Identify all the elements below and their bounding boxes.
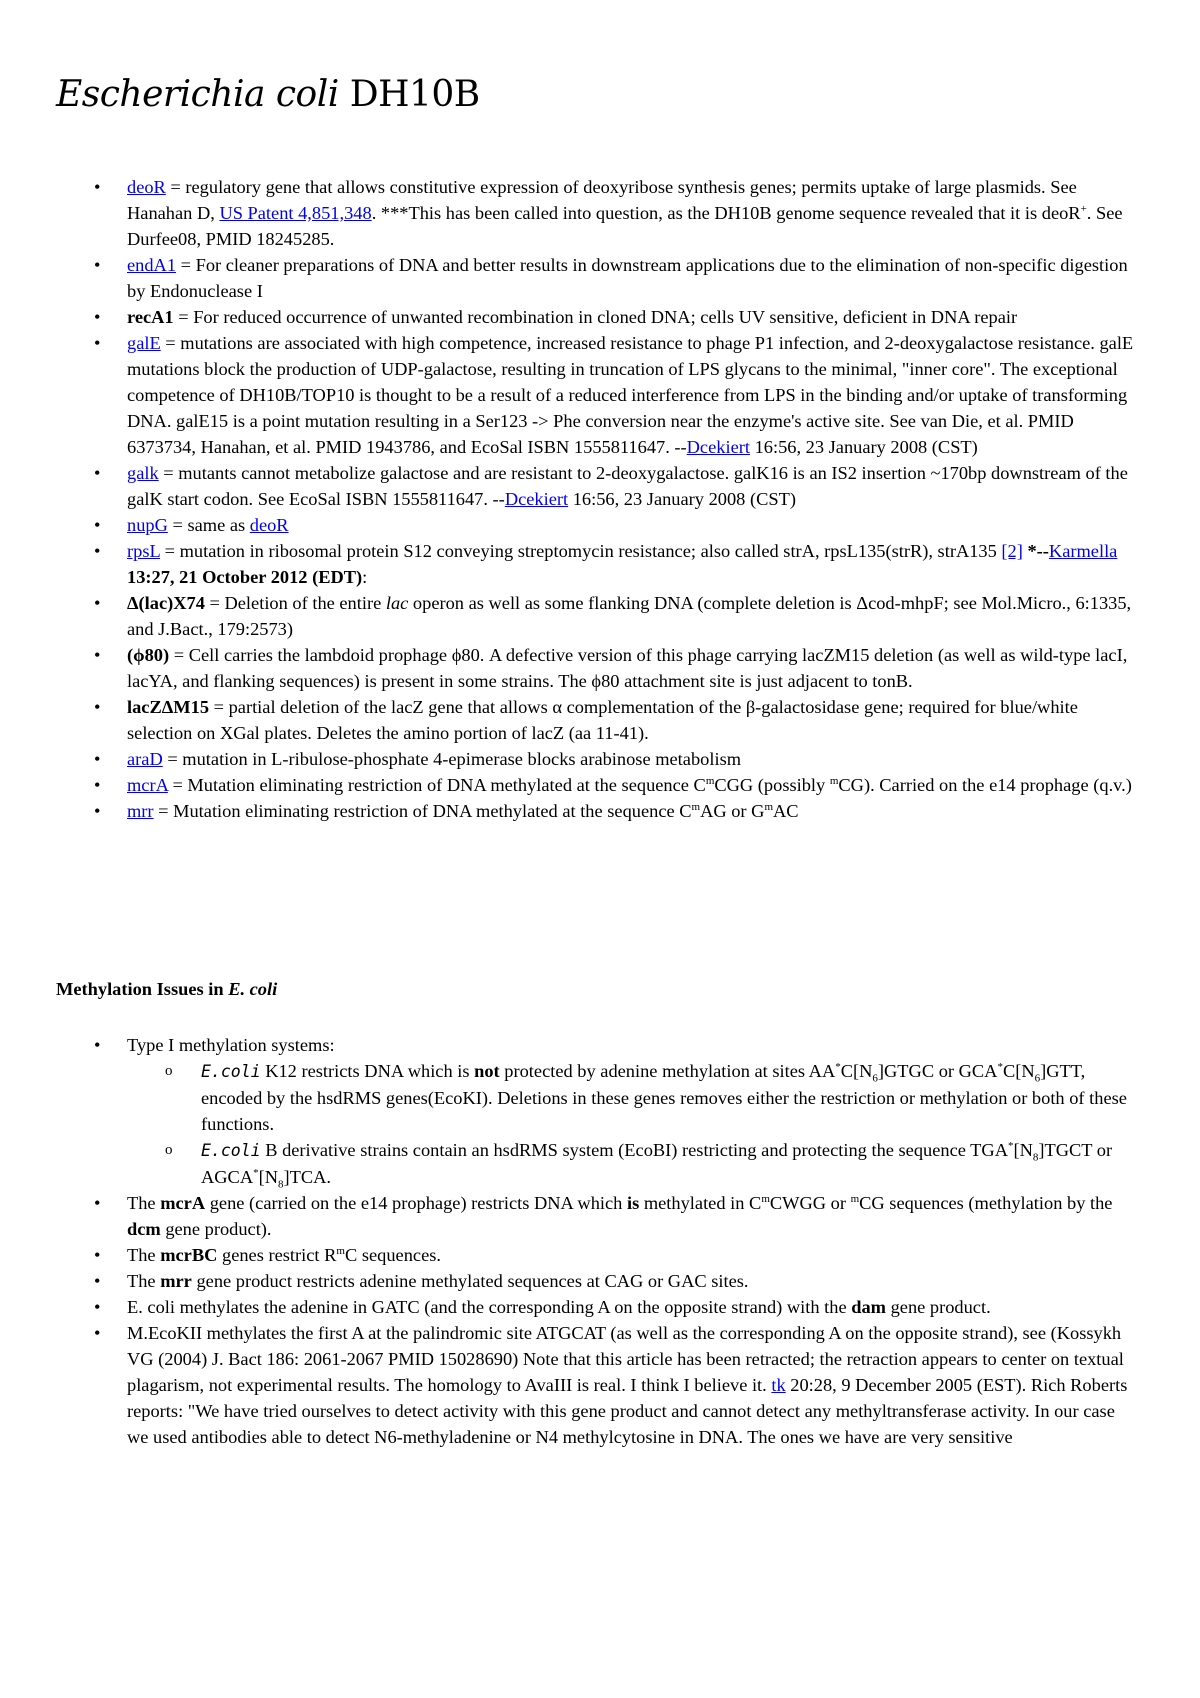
list-item-mrr: • mrr = Mutation eliminating restriction of DNA methylated at the sequence $C^mAG$ or $G^mAC$ [0,798,1200,824]
list-item-recA1: • recA1 = For reduced occurrence of unwanted recombination in cloned DNA; cells UV sensitive, deficient in DNA repair [0,304,1200,330]
list-item-ecokii: • M.EcoKII methylates the first A at the palindromic site ATGCAT (as well as the corresponding A on the opposite strand), see (Kossykh VG (2004) J. Bact 186: 2061-2067 PMID 15028690) Note that this article has been retracted; the retraction appears to center on textual plagarism, not experimental results. The homology to AvaIII is real. I think I believe it. tk 20:28, 9 December 2005 (EST). Rich Roberts reports: "We have tried ourselves to detect activity with this gene product and cannot detect any methyltransferase activity. In our case we used antibodies able to detect N6-methyladenine or N4 methylcytosine in DNA. The ones we have are very sensitive [0,1320,1200,1450]
link-araD[interactable]: araD [127,749,163,769]
list-item-phi80: • (ϕ80) = Cell carries the lambdoid prophage ϕ80. A defective version of this phage carrying lacZM15 deletion (as well as wild-type lacI, lacYA, and flanking sequences) is present in some strains. The ϕ80 attachment site is just adjacent to tonB. [0,642,1200,694]
list-item-endA1: • endA1 = For cleaner preparations of DNA and better results in downstream applications due to the elimination of non-specific digestion by Endonuclease I [0,252,1200,304]
list-item-dam: • E. coli methylates the adenine in GATC (and the corresponding A on the opposite strand) with the dam gene product. [0,1294,1200,1320]
list-item-mrr-methylation: • The mrr gene product restricts adenine methylated sequences at CAG or GAC sites. [0,1268,1200,1294]
list-item-type1: • Type I methylation systems: o E.coli K12 restricts DNA which is not protected by adenine methylation at sites $AA^*C[N_6]GTGC$ or $GCA^*C[N_6]GTT$, encoded by the hsdRMS genes(EcoKI). Deletions in these genes removes either the restriction or methylation or both of these functions. o E.coli B derivative strains contain an hsdRMS system (EcoBI) restricting and protecting the sequence $TGA^*[N_8]TGCT$ or $AGCA^*[N_8]TCA$. [0,1032,1200,1190]
gene-list [0,174,1200,824]
sublist-item-b-strain: o E.coli B derivative strains contain an hsdRMS system (EcoBI) restricting and protecting the sequence $TGA^*[N_8]TGCT$ or $AGCA^*[N_8]TCA$. [127,1137,1138,1190]
list-item-rpsL: • rpsL = mutation in ribosomal protein S12 conveying streptomycin resistance; also called strA, rpsL135(strR), strA135 [2] *--Karmella 13:27, 21 October 2012 (EDT): [0,538,1200,590]
link-us-patent[interactable]: US Patent 4,851,348 [219,203,372,223]
link-mrr[interactable]: mrr [127,801,154,821]
link-deoR[interactable]: deoR [127,177,166,197]
list-item-mcrA-methylation: • The mcrA gene (carried on the e14 prophage) restricts DNA which is methylated in $C^mCWGG$ or $^m$CG sequences (methylation by the dcm gene product). [0,1190,1200,1242]
list-item-lacZ: • lacZΔM15 = partial deletion of the lacZ gene that allows α complementation of the β-galactosidase gene; required for blue/white selection on XGal plates. Deletes the amino portion of lacZ (aa 11-41). [0,694,1200,746]
sublist-item-k12: o E.coli K12 restricts DNA which is not protected by adenine methylation at sites $AA^*C[N_6]GTGC$ or $GCA^*C[N_6]GTT$, encoded by the hsdRMS genes(EcoKI). Deletions in these genes removes either the restriction or methylation or both of these functions. [127,1058,1138,1137]
link-nupG[interactable]: nupG [127,515,168,535]
list-item-deoR: • deoR = regulatory gene that allows constitutive expression of deoxyribose synthesis genes; permits uptake of large plasmids. See Hanahan D, US Patent 4,851,348. ***This has been called into question, as the DH10B genome sequence revealed that it is deoR+. See Durfee08, PMID 18245285. [0,174,1200,252]
page-title: Escherichia coli DH10B [56,74,480,115]
link-mcrA[interactable]: mcrA [127,775,168,795]
link-rpsL[interactable]: rpsL [127,541,161,561]
type1-sublist [127,1058,1138,1190]
list-item-araD: • araD = mutation in L-ribulose-phosphate 4-epimerase blocks arabinose metabolism [0,746,1200,772]
link-deoR-ref[interactable]: deoR [249,515,289,535]
link-user-karmella[interactable]: Karmella [1048,541,1118,561]
methylation-list [0,1032,1200,1450]
list-item-nupG: • nupG = same as deoR [0,512,1200,538]
link-user-dcekiert[interactable]: Dcekiert [504,489,569,509]
link-galE[interactable]: galE [127,333,161,353]
link-galk[interactable]: galk [127,463,159,483]
list-item-mcrA: • mcrA = Mutation eliminating restriction of DNA methylated at the sequence $C^mCGG$ (possibly $^m$CG). Carried on the e14 prophage (q.v.) [0,772,1200,798]
list-item-mcrBC: • The mcrBC genes restrict $R^mC$ sequences. [0,1242,1200,1268]
methylation-heading: Methylation Issues in E. coli [56,979,278,999]
list-item-lac-x74: • Δ(lac)X74 = Deletion of the entire lac operon as well as some flanking DNA (complete deletion is Δcod-mhpF; see Mol.Micro., 6:1335, and J.Bact., 179:2573) [0,590,1200,642]
list-item-galE: • galE = mutations are associated with high competence, increased resistance to phage P1 infection, and 2-deoxygalactose resistance. galE mutations block the production of UDP-galactose, resulting in truncation of LPS glycans to the minimal, "inner core". The exceptional competence of DH10B/TOP10 is thought to be a result of a reduced interference from LPS in the binding and/or uptake of transforming DNA. galE15 is a point mutation resulting in a Ser123 -> Phe conversion near the enzyme's active site. See van Die, et al. PMID 6373734, Hanahan, et al. PMID 1943786, and EcoSal ISBN 1555811647. --Dcekiert 16:56, 23 January 2008 (CST) [0,330,1200,460]
link-user-tk[interactable]: tk [771,1375,786,1395]
list-item-galk: • galk = mutants cannot metabolize galactose and are resistant to 2-deoxygalactose. galK16 is an IS2 insertion ~170bp downstream of the galK start codon. See EcoSal ISBN 1555811647. --Dcekiert 16:56, 23 January 2008 (CST) [0,460,1200,512]
link-endA1[interactable]: endA1 [127,255,177,275]
link-ref-2[interactable]: [2] [1001,541,1023,561]
link-user-dcekiert[interactable]: Dcekiert [686,437,750,457]
